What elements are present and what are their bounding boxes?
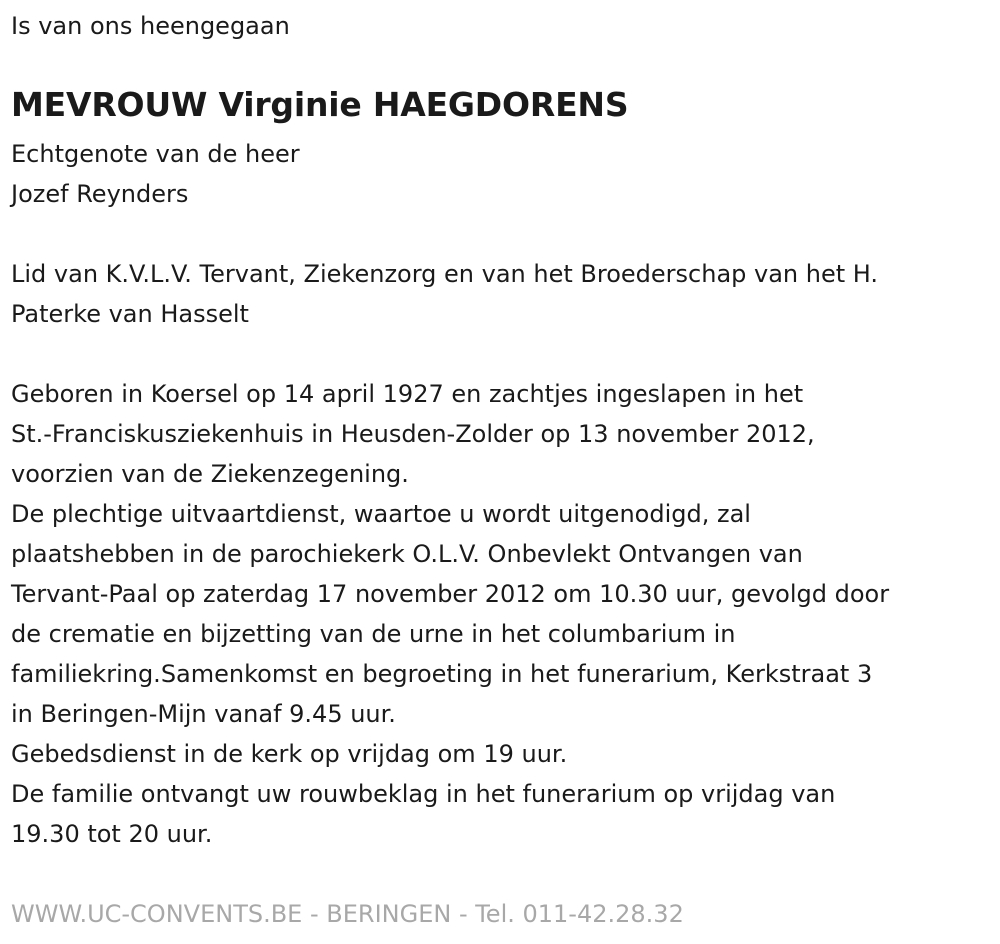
- detail-line: Tervant-Paal op zaterdag 17 november 2012 om 10.30 uur, gevolgd door: [11, 580, 890, 608]
- details-block: [11, 374, 889, 854]
- spouse-line: Echtgenote van de heer: [11, 140, 300, 168]
- footer-contact: WWW.UC-CONVENTS.BE - BERINGEN - Tel. 011-42.28.32: [11, 900, 684, 928]
- detail-line: Geboren in Koersel op 14 april 1927 en zachtjes ingeslapen in het: [11, 380, 804, 408]
- membership-block: [11, 254, 878, 334]
- membership-line: Paterke van Hasselt: [11, 300, 249, 328]
- detail-line: familiekring.Samenkomst en begroeting in het funerarium, Kerkstraat 3: [11, 660, 873, 688]
- deceased-name: MEVROUW Virginie HAEGDORENS: [11, 85, 629, 124]
- intro-text: Is van ons heengegaan: [11, 12, 290, 40]
- membership-line: Lid van K.V.L.V. Tervant, Ziekenzorg en van het Broederschap van het H.: [11, 260, 879, 288]
- detail-line: voorzien van de Ziekenzegening.: [11, 460, 409, 488]
- detail-line: 19.30 tot 20 uur.: [11, 820, 213, 848]
- detail-line: St.-Franciskusziekenhuis in Heusden-Zolder op 13 november 2012,: [11, 420, 815, 448]
- detail-line: plaatshebben in de parochiekerk O.L.V. Onbevlekt Ontvangen van: [11, 540, 803, 568]
- spouse-block: [11, 134, 300, 214]
- detail-line: de crematie en bijzetting van de urne in het columbarium in: [11, 620, 736, 648]
- detail-line: De familie ontvangt uw rouwbeklag in het funerarium op vrijdag van: [11, 780, 836, 808]
- detail-line: Gebedsdienst in de kerk op vrijdag om 19 uur.: [11, 740, 568, 768]
- spouse-line: Jozef Reynders: [11, 180, 189, 208]
- detail-line: in Beringen-Mijn vanaf 9.45 uur.: [11, 700, 396, 728]
- detail-line: De plechtige uitvaartdienst, waartoe u wordt uitgenodigd, zal: [11, 500, 751, 528]
